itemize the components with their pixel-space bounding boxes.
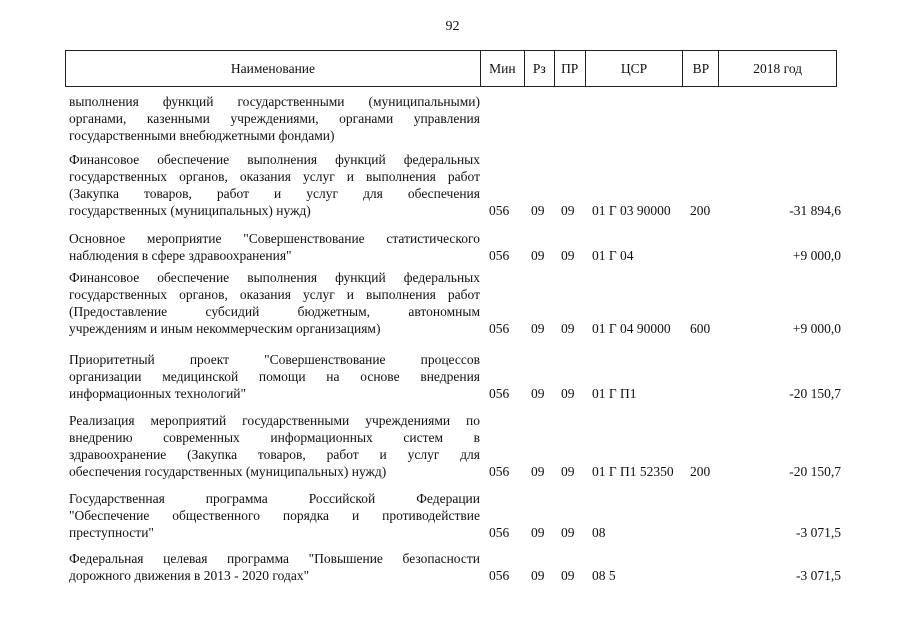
row-name-line: организации медицинской помощи на основе внедрения [69,369,480,384]
row-name-line: преступности" [69,525,154,540]
row-name-line: органами, казенными учреждениями, органами управления [69,111,480,126]
row-name [69,490,480,541]
row-vr: 600 [690,321,711,336]
row-min: 056 [489,321,510,336]
row-sum: -20 150,7 [789,464,841,479]
page-number: 92 [445,19,460,34]
row-name-line: "Обеспечение общественного порядка и противодействие [69,508,480,523]
row-name-line: учреждениям и иным некоммерческим организациям) [69,321,381,336]
row-min: 056 [489,203,510,218]
row-csr: 01 Г 04 90000 [592,321,671,336]
row-pr: 09 [561,568,575,583]
row-csr: 01 Г 04 [592,248,634,263]
row-name-line: Федеральная целевая программа "Повышение безопасности [69,551,480,566]
row-rz: 09 [531,321,545,336]
row-pr: 09 [561,203,575,218]
header-name: Наименование [66,51,481,86]
row-min: 056 [489,525,510,540]
row-name [69,412,480,480]
row-name-line: (Предоставление субсидий бюджетным, автономным [69,304,480,319]
row-vr: 200 [690,464,711,479]
row-name-line: Основное мероприятие "Совершенствование статистического [69,231,480,246]
header-vr: ВР [683,51,719,86]
row-csr: 08 5 [592,568,616,583]
row-name-line: информационных технологий" [69,386,247,401]
row-name [69,230,480,264]
row-rz: 09 [531,386,545,401]
row-rz: 09 [531,248,545,263]
row-sum: -3 071,5 [796,568,841,583]
row-name-line: Реализация мероприятий государственными учреждениями по [69,413,480,428]
row-name-line: государственными внебюджетными фондами) [69,128,335,143]
row-name-line: здравоохранение (Закупка товаров, работ и услуг для [69,447,480,462]
row-name-line: Приоритетный проект "Совершенствование процессов [69,352,480,367]
row-csr: 01 Г П1 [592,386,637,401]
row-name-line: дорожного движения в 2013 - 2020 годах" [69,568,310,583]
row-sum: +9 000,0 [792,248,841,263]
row-name-line: выполнения функций государственными (муниципальными) [69,94,480,109]
row-pr: 09 [561,321,575,336]
header-csr: ЦСР [586,51,684,86]
row-pr: 09 [561,525,575,540]
row-name-line: Государственная программа Российской Федерации [69,491,480,506]
row-vr: 200 [690,203,711,218]
row-name-line: государственных органов, оказания услуг и выполнения работ [69,169,480,184]
row-name [69,269,480,337]
row-pr: 09 [561,386,575,401]
row-csr: 08 [592,525,606,540]
header-min: Мин [481,51,525,86]
row-name [69,550,480,584]
row-name-line: Финансовое обеспечение выполнения функций федеральных [69,270,480,285]
row-name-line: государственных (муниципальных) нужд) [69,203,311,218]
header-pr: ПР [555,51,586,86]
row-csr: 01 Г 03 90000 [592,203,671,218]
row-rz: 09 [531,203,545,218]
row-name-line: внедрению современных информационных систем в [69,430,480,445]
row-name-line: обеспечения государственных (муниципальных) нужд) [69,464,387,479]
row-min: 056 [489,464,510,479]
row-sum: -3 071,5 [796,525,841,540]
row-rz: 09 [531,525,545,540]
row-min: 056 [489,248,510,263]
row-pr: 09 [561,248,575,263]
row-name-line: государственных органов, оказания услуг и выполнения работ [69,287,480,302]
row-rz: 09 [531,568,545,583]
header-year: 2018 год [753,60,803,76]
row-name [69,93,480,144]
row-name [69,151,480,219]
row-csr: 01 Г П1 52350 [592,464,674,479]
row-sum: -31 894,6 [789,203,841,218]
row-min: 056 [489,568,510,583]
row-min: 056 [489,386,510,401]
row-name [69,351,480,402]
row-pr: 09 [561,464,575,479]
row-sum: +9 000,0 [792,321,841,336]
row-name-line: Финансовое обеспечение выполнения функций федеральных [69,152,480,167]
row-rz: 09 [531,464,545,479]
row-name-line: (Закупка товаров, работ и услуг для обеспечения [69,186,480,201]
row-sum: -20 150,7 [789,386,841,401]
header-rz: Рз [525,51,555,86]
row-name-line: наблюдения в сфере здравоохранения" [69,248,292,263]
